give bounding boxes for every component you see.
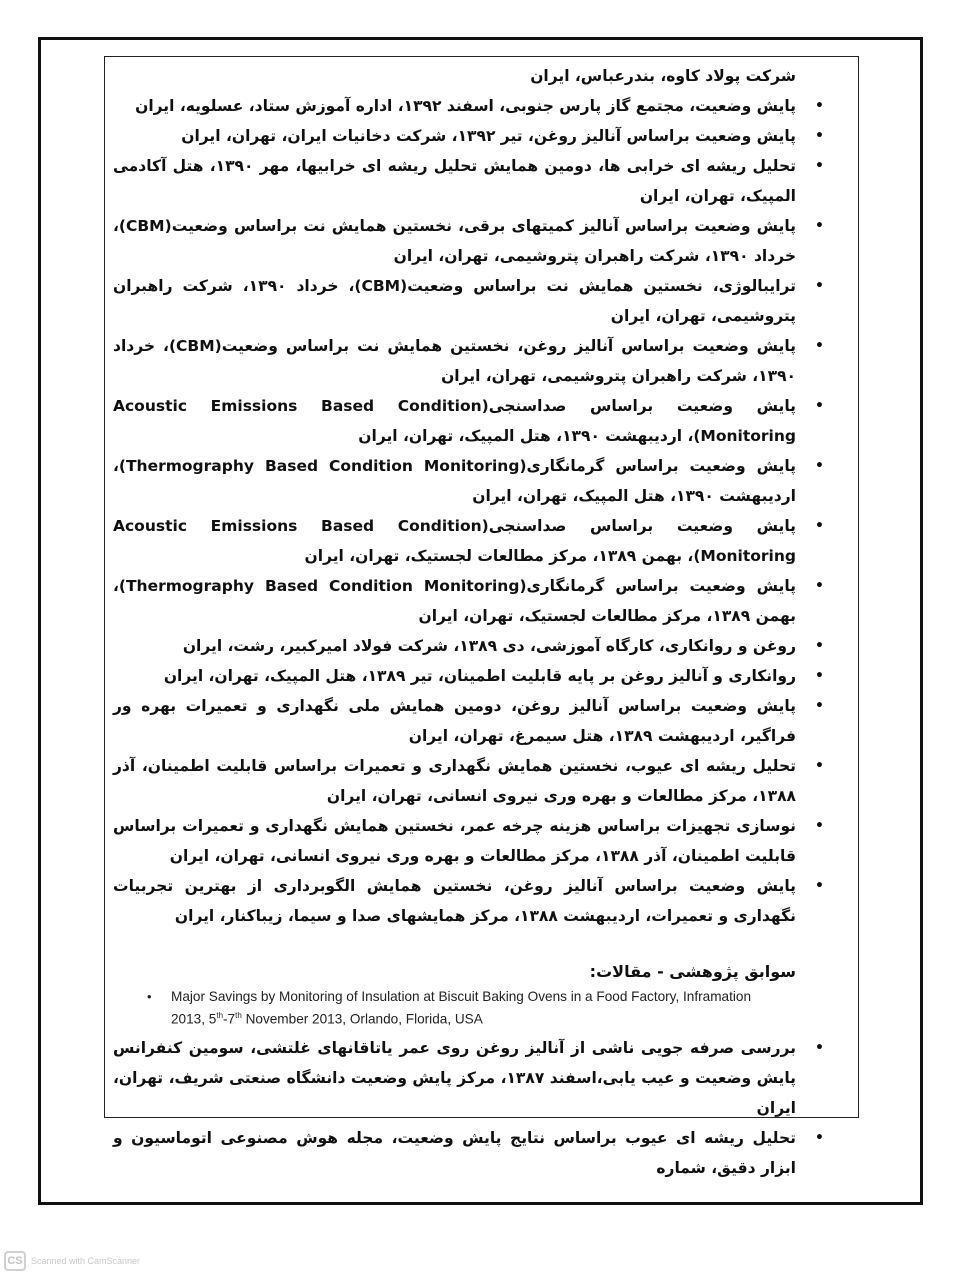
bullet-icon: • xyxy=(815,128,824,144)
bullet-icon: • xyxy=(815,518,824,534)
bullet-icon: • xyxy=(147,989,152,1004)
list-item: • پایش وضعیت براساس آنالیز روغن، نخستین همایش نت براساس وضعیت(CBM)، خرداد ۱۳۹۰، شرکت راهبران پتروشیمی، تهران، ایران xyxy=(113,331,796,391)
top-line: شرکت پولاد کاوه، بندرعباس، ایران xyxy=(530,67,796,85)
research-section-title: سوابق پژوهشی - مقالات: xyxy=(589,962,796,981)
camscanner-watermark xyxy=(4,1251,140,1271)
bullet-icon: • xyxy=(815,98,824,114)
list-item: • روغن و روانکاری، کارگاه آموزشی، دی ۱۳۸۹، شرکت فولاد امیرکبیر، رشت، ایران xyxy=(113,631,796,661)
list-item: • روانکاری و آنالیز روغن بر پایه قابلیت اطمینان، تیر ۱۳۸۹، هتل المپیک، تهران، ایران xyxy=(113,661,796,691)
english-paper-list xyxy=(147,987,848,1029)
seminar-list xyxy=(113,91,824,931)
content-box xyxy=(104,56,859,1177)
bullet-icon: • xyxy=(815,338,824,354)
bullet-icon: • xyxy=(815,638,824,654)
bullet-icon: • xyxy=(815,398,824,414)
bullet-icon: • xyxy=(815,878,824,894)
bullet-icon: • xyxy=(815,1129,824,1146)
list-item: • پایش وضعیت براساس صداسنجی(Acoustic Emissions Based Condition Monitoring)، اردیبهشت ۱۳۹۰، هتل المپیک، تهران، ایران xyxy=(113,391,796,451)
bullet-icon: • xyxy=(815,158,824,174)
list-item: • پایش وضعیت براساس گرمانگاری(Thermography Based Condition Monitoring)، بهمن ۱۳۸۹، مرکز مطالعات لجستیک، تهران، ایران xyxy=(113,571,796,631)
bullet-icon: • xyxy=(815,458,824,474)
list-item: • پایش وضعیت براساس گرمانگاری(Thermography Based Condition Monitoring)، اردیبهشت ۱۳۹۰، هتل المپیک، تهران، ایران xyxy=(113,451,796,511)
list-item: • نوسازی تجهیزات براساس هزینه چرخه عمر، نخستین همایش نگهداری و تعمیرات براساس قابلیت اطمینان، آذر ۱۳۸۸، مرکز مطالعات و بهره وری نیروی انسانی، تهران، ایران xyxy=(113,811,796,871)
list-item: • ترایبالوژی، نخستین همایش نت براساس وضعیت(CBM)، خرداد ۱۳۹۰، شرکت راهبران پتروشیمی، تهران، ایران xyxy=(113,271,796,331)
research-paper-list xyxy=(113,1033,824,1183)
list-item: • تحلیل ریشه ای خرابی ها، دومین همایش تحلیل ریشه ای خرابیها، مهر ۱۳۹۰، هتل آکادمی المپیک، تهران، ایران xyxy=(113,151,796,211)
list-item: • پایش وضعیت براساس آنالیز روغن، تیر ۱۳۹۲، شرکت دخانیات ایران، تهران، ایران xyxy=(113,121,796,151)
bullet-icon: • xyxy=(815,578,824,594)
list-item: • پایش وضعیت، مجتمع گاز پارس جنوبی، اسفند ۱۳۹۲، اداره آموزش ستاد، عسلویه، ایران xyxy=(113,91,796,121)
list-item: • تحلیل ریشه ای عیوب، نخستین همایش نگهداری و تعمیرات براساس قابلیت اطمینان، آذر ۱۳۸۸، مرکز مطالعات و بهره وری نیروی انسانی، تهران، ایران xyxy=(113,751,796,811)
bullet-icon: • xyxy=(815,278,824,294)
camscanner-logo-icon: CS xyxy=(4,1251,26,1271)
bullet-icon: • xyxy=(815,1039,824,1056)
bullet-icon: • xyxy=(815,818,824,834)
list-item: • پایش وضعیت براساس صداسنجی(Acoustic Emissions Based Condition Monitoring)، بهمن ۱۳۸۹، مرکز مطالعات لجستیک، تهران، ایران xyxy=(113,511,796,571)
watermark-text: Scanned with CamScanner xyxy=(31,1256,141,1266)
list-item: • پایش وضعیت براساس آنالیز کمیتهای برقی، نخستین همایش نت براساس وضعیت(CBM)، خرداد ۱۳۹۰، شرکت راهبران پتروشیمی، تهران، ایران xyxy=(113,211,796,271)
list-item: • Major Savings by Monitoring of Insulation at Biscuit Baking Ovens in a Food Factory, Inframation 2013, 5th-7th November 2013, Orlando, Florida, USA xyxy=(147,989,752,1027)
bullet-icon: • xyxy=(815,758,824,774)
bullet-icon: • xyxy=(815,218,824,234)
document-content xyxy=(113,61,824,1183)
list-item: • پایش وضعیت براساس آنالیز روغن، دومین همایش ملی نگهداری و تعمیرات بهره ور فراگیر، اردیبهشت ۱۳۸۹، هتل سیمرغ، تهران، ایران xyxy=(113,691,796,751)
bullet-icon: • xyxy=(815,668,824,684)
list-item: • بررسی صرفه جویی ناشی از آنالیز روغن روی عمر یاتاقانهای غلتشی، سومین کنفرانس پایش وضعیت و عیب یابی،اسفند ۱۳۸۷، مرکز پایش وضعیت دانشگاه صنعتی شریف، تهران، ایران xyxy=(113,1033,796,1123)
list-item: • پایش وضعیت براساس آنالیز روغن، نخستین همایش الگوبرداری از بهترین تجربیات نگهداری و تعمیرات، اردیبهشت ۱۳۸۸، مرکز همایشهای صدا و سیما، زیباکنار، ایران xyxy=(113,871,796,931)
bullet-icon: • xyxy=(815,698,824,714)
list-item: • تحلیل ریشه ای عیوب براساس نتایج پایش وضعیت، مجله هوش مصنوعی اتوماسیون و ابزار دقیق، شماره xyxy=(113,1123,796,1183)
